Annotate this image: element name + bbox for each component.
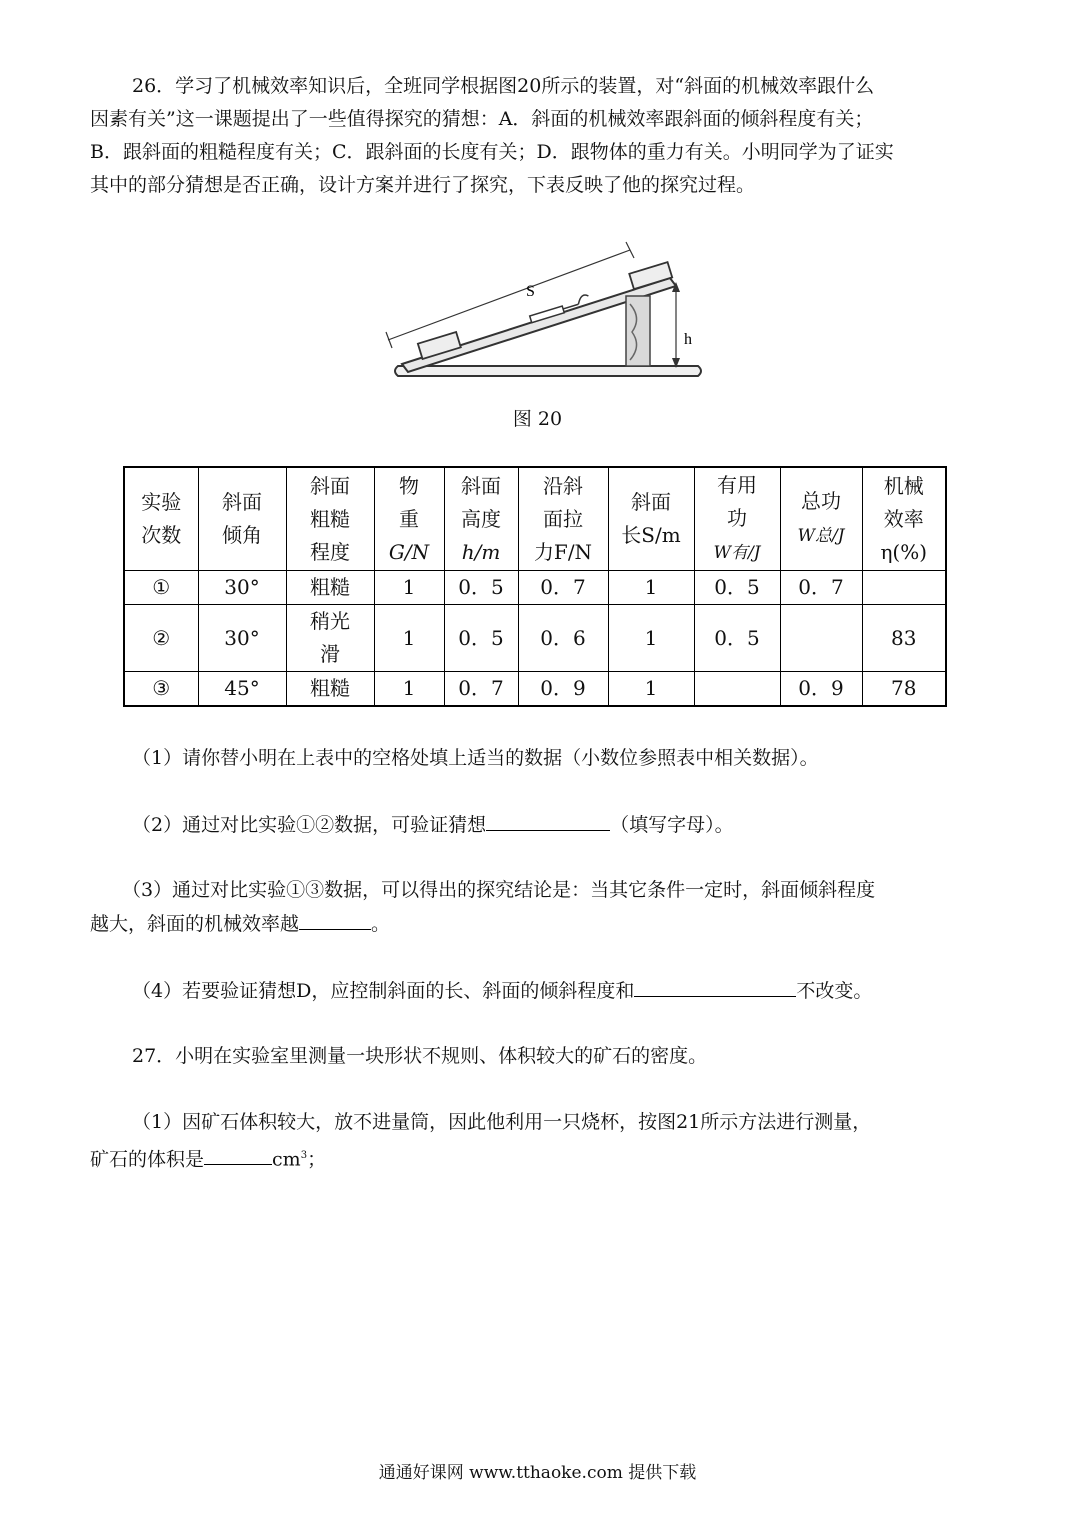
cell: 0．7 <box>444 672 518 707</box>
header-pull-force: 沿斜 面拉 力F/N <box>518 467 608 571</box>
blank-cell[interactable] <box>862 571 946 605</box>
header-roughness: 斜面 粗糙 程度 <box>286 467 374 571</box>
header-trial: 实验 次数 <box>124 467 198 571</box>
table-row <box>124 571 946 605</box>
q26-intro-line-4: 其中的部分猜想是否正确，设计方案并进行了探究，下表反映了他的探究过程。 <box>90 174 756 196</box>
table-row <box>124 672 946 707</box>
cell: 0．7 <box>780 571 862 605</box>
q26-intro <box>90 70 985 202</box>
cell: 0．9 <box>780 672 862 707</box>
cell: 30° <box>198 571 286 605</box>
answer-blank-4[interactable] <box>634 974 796 997</box>
q27-sub1: （1）因矿石体积较大，放不进量筒，因此他利用一只烧杯，按图21所示方法进行测量， 矿石的体积是 $cm^3$； <box>90 1111 872 1171</box>
q26-sub1: （1）请你替小明在上表中的空格处填上适当的数据（小数位参照表中相关数据）。 <box>132 747 819 769</box>
support-block <box>626 296 650 366</box>
q26-intro-line-1: 26．学习了机械效率知识后，全班同学根据图20所示的装置，对“斜面的机械效率跟什么 <box>132 75 875 97</box>
experiment-table <box>123 466 947 707</box>
cell: 0．5 <box>444 571 518 605</box>
header-efficiency: 机械 效率 η(%) <box>862 467 946 571</box>
cell: 1 <box>608 672 694 707</box>
base-board <box>395 366 701 376</box>
length-dimension-line <box>388 250 630 340</box>
answer-blank-volume[interactable] <box>204 1142 272 1165</box>
cell: 1 <box>608 571 694 605</box>
cell: 1 <box>374 605 444 672</box>
cell: 1 <box>374 571 444 605</box>
answer-blank-2[interactable] <box>486 808 610 831</box>
header-angle: 斜面 倾角 <box>198 467 286 571</box>
q26-intro-line-3: B．跟斜面的粗糙程度有关；C．跟斜面的长度有关；D．跟物体的重力有关。小明同学为了证实 <box>90 141 894 163</box>
cell: ② <box>124 605 198 672</box>
cell: 粗糙 <box>286 672 374 707</box>
cell: 0．7 <box>518 571 608 605</box>
label-s: S <box>526 283 535 300</box>
q26-sub4: （4）若要验证猜想D，应控制斜面的长、斜面的倾斜程度和 不改变。 <box>90 974 985 1008</box>
figure-caption: 图 20 <box>512 408 563 430</box>
cell: 0．5 <box>694 571 780 605</box>
cell: ① <box>124 571 198 605</box>
header-length: 斜面 长S/m <box>608 467 694 571</box>
cell: 稍光滑 <box>286 605 374 672</box>
table-row <box>124 605 946 672</box>
label-h: h <box>684 331 692 348</box>
cell: 粗糙 <box>286 571 374 605</box>
q26-sub3: （3）通过对比实验①③数据，可以得出的探究结论是：当其它条件一定时，斜面倾斜程度 越大，斜面的机械效率越 。 <box>90 879 876 935</box>
cell: 0．6 <box>518 605 608 672</box>
page-footer: 通通好课网 www.tthaoke.com 提供下载 <box>378 1463 697 1483</box>
answer-blank-3[interactable] <box>299 907 371 930</box>
inclined-plane-figure <box>380 238 710 398</box>
cell: 30° <box>198 605 286 672</box>
cell: ③ <box>124 672 198 707</box>
header-total-work: 总功 W总/J <box>780 467 862 571</box>
cell: 83 <box>862 605 946 672</box>
cell: 0．5 <box>694 605 780 672</box>
blank-cell[interactable] <box>780 605 862 672</box>
cell: 78 <box>862 672 946 707</box>
cell: 1 <box>608 605 694 672</box>
table-header-row <box>124 467 946 571</box>
blank-cell[interactable] <box>694 672 780 707</box>
header-weight: 物 重 G/N <box>374 467 444 571</box>
cell: 1 <box>374 672 444 707</box>
header-height: 斜面 高度 h/m <box>444 467 518 571</box>
q26-intro-line-2: 因素有关”这一课题提出了一些值得探究的猜想：A．斜面的机械效率跟斜面的倾斜程度有关； <box>90 108 874 130</box>
cell: 0．5 <box>444 605 518 672</box>
header-useful-work: 有用 功 W有/J <box>694 467 780 571</box>
cell: 45° <box>198 672 286 707</box>
q27-intro: 27．小明在实验室里测量一块形状不规则、体积较大的矿石的密度。 <box>132 1045 708 1067</box>
q26-sub2: （2）通过对比实验①②数据，可验证猜想 （填写字母）。 <box>90 808 985 842</box>
cell: 0．9 <box>518 672 608 707</box>
